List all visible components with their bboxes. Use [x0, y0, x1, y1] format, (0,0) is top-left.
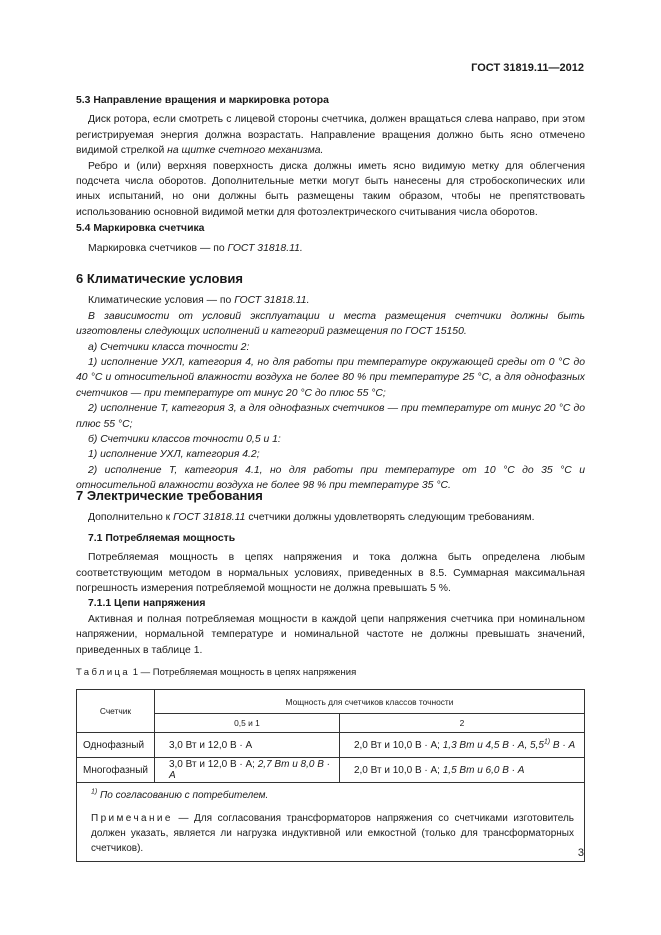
- list-item: а) Счетчики класса точности 2:: [88, 341, 250, 353]
- list-item: 1) исполнение УХЛ, категория 4, но для работы при температуре окружающей среды от 0 °С до 40 °С и относительной влажности воздуха не более 80 % при температуре 25 °С, а для однофазных счетчиков — при температуре от минус 20 °С до плюс 55 °С;: [76, 357, 585, 399]
- paragraph: Климатические условия — по ГОСТ 31818.11.: [88, 295, 310, 307]
- table-row: [77, 758, 585, 783]
- column-header: 0,5 и 1: [154, 714, 339, 733]
- table-cell: 3,0 Вт и 12,0 В · А; 2,7 Вт и 8,0 В · А: [154, 758, 339, 783]
- list-item: 1) исполнение УХЛ, категория 4.2;: [88, 449, 260, 461]
- column-group-header: Мощность для счетчиков классов точности: [154, 690, 584, 714]
- document-id: ГОСТ 31819.11—2012: [471, 62, 584, 74]
- table-row: [77, 733, 585, 758]
- footnote: $^{1)}$ По согласованию с потребителем.: [91, 788, 269, 801]
- table-cell: Многофазный: [77, 758, 155, 783]
- section-7: [76, 488, 585, 658]
- list-item: б) Счетчики классов точности 0,5 и 1:: [88, 434, 281, 446]
- section-title: 6 Климатические условия: [76, 271, 243, 286]
- section-title: 7 Электрические требования: [76, 488, 263, 503]
- table-caption: Таблица 1 — Потребляемая мощность в цепях напряжения: [76, 667, 357, 678]
- subsection-title: 7.1 Потребляемая мощность: [88, 532, 236, 544]
- section-title: 5.3 Направление вращения и маркировка ротора: [76, 95, 329, 106]
- paragraph: Активная и полная потребляемая мощности в каждой цепи напряжения счетчика при номинальном напряжении, нормальной температуре и номинальной частоте не должны превышать значений, приведенных в таблице 1.: [76, 613, 585, 656]
- list-item: 2) исполнение Т, категория 3, а для однофазных счетчиков — при температуре от минус 20 °С до плюс 55 °С;: [76, 403, 585, 430]
- table-cell: 2,0 Вт и 10,0 В · А; 1,5 Вт и 6,0 В · А: [339, 758, 584, 783]
- column-header: 2: [339, 714, 584, 733]
- section-title: 5.4 Маркировка счетчика: [76, 223, 205, 234]
- table-cell: 3,0 Вт и 12,0 В · А: [154, 733, 339, 758]
- paragraph: В зависимости от условий эксплуатации и места размещения счетчики должны быть изготовлены следующих исполнений и категорий размещения по ГОСТ 15150.: [76, 310, 585, 338]
- table-cell: 2,0 Вт и 10,0 В · А; 1,3 Вт и 4,5 В · А, 5,5$^{1)}$ В · А: [339, 733, 584, 758]
- table-note: Примечание — Для согласования трансформаторов напряжения со счетчиками изготовитель должен указать, является ли нагрузка индуктивной или емкостной (только для трансформаторных счетчиков).: [91, 813, 574, 854]
- paragraph: Маркировка счетчиков — по ГОСТ 31818.11.: [88, 243, 303, 255]
- paragraph: Диск ротора, если смотреть с лицевой стороны счетчика, должен вращаться слева направо, при этом регистрируемая энергия должна возрастать. Направление вращения должно быть ясно отмечено видимой стрелкой на щитке счетного механизма.: [76, 114, 585, 157]
- column-header: Счетчик: [77, 690, 155, 733]
- paragraph: Потребляемая мощность в цепях напряжения и тока должна быть определена любым соответствующим методом в нормальных условиях, приведенных в 8.5. Суммарная максимальная погрешность измерения потребляемой мощности не должна превышать 5 %.: [76, 552, 585, 595]
- section-6: [76, 271, 585, 494]
- page-number: 3: [577, 847, 584, 859]
- subsection-title: 7.1.1 Цепи напряжения: [88, 598, 206, 610]
- section-5-4: [76, 221, 585, 257]
- table-cell: Однофазный: [77, 733, 155, 758]
- section-5-3: [76, 93, 585, 220]
- table-notes: [77, 783, 585, 862]
- power-table: [76, 689, 585, 862]
- paragraph: Дополнительно к ГОСТ 31818.11 счетчики должны удовлетворять следующим требованиям.: [88, 512, 535, 524]
- list-item: 2) исполнение Т, категория 4.1, но для работы при температуре от 10 °С до 35 °С и относительной влажности воздуха не более 98 % при температуре 35 °С.: [76, 464, 585, 492]
- paragraph: Ребро и (или) верхняя поверхность диска должны иметь ясно видимую метку для облегчения подсчета числа оборотов. Дополнительные метки могут быть нанесены для стробоскопических или иных испытаний, но они должны быть размещены таким образом, чтобы не препятствовать использованию основной видимой метки для фотоэлектрического считывания числа оборотов.: [76, 160, 585, 218]
